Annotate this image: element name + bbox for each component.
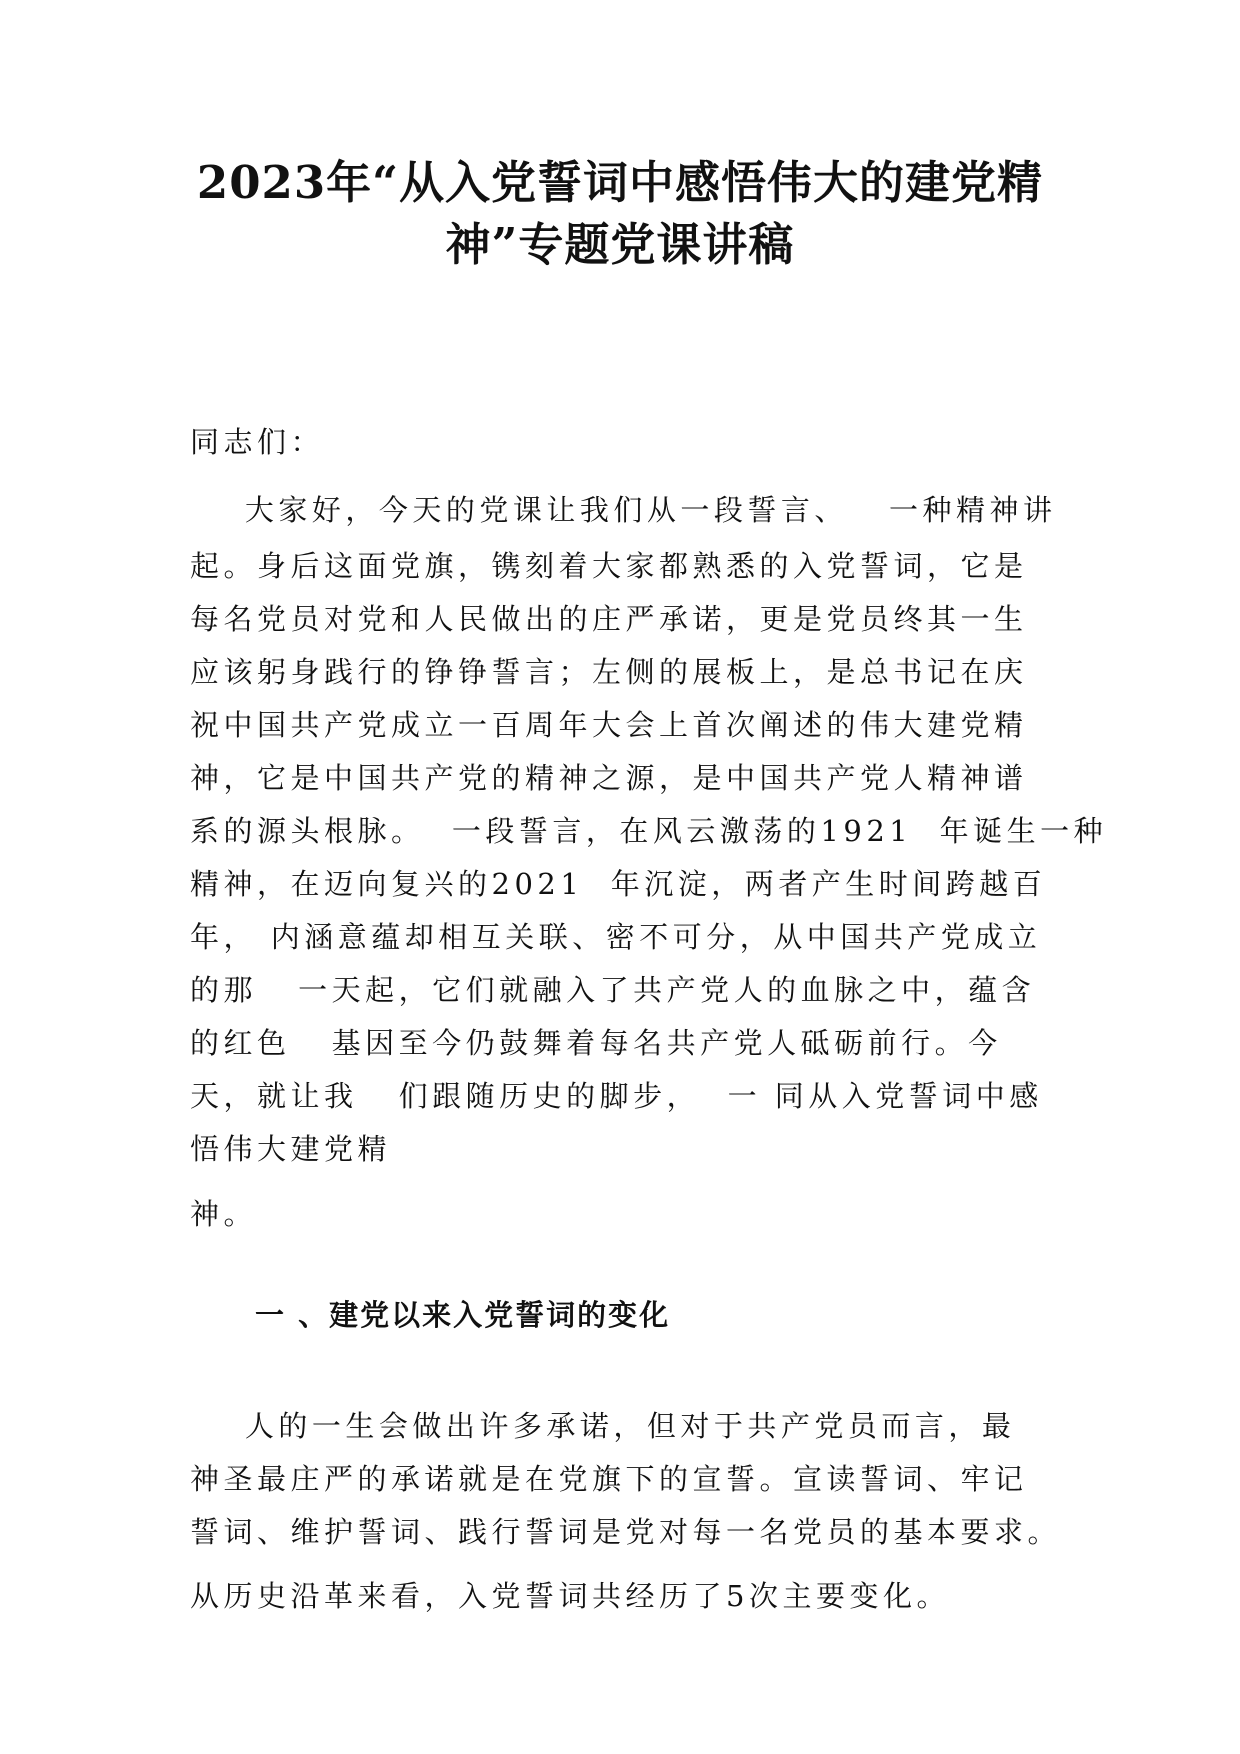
intro-line-9: 年， 内涵意蕴却相互关联、密不可分，从中国共产党成立 — [190, 920, 1042, 954]
title-line-2: 神”专题党课讲稿 — [445, 218, 795, 271]
section-1-heading: 一 、建党以来入党誓词的变化 — [255, 1298, 671, 1332]
intro-line-5: 祝中国共产党成立一百周年大会上首次阐述的伟大建党精 — [190, 708, 1028, 742]
intro-line-3: 每名党员对党和人民做出的庄严承诺，更是党员终其一生 — [190, 602, 1028, 636]
title-line-1: 2023年“从入党誓词中感悟伟大的建党精 — [196, 156, 1044, 209]
intro-tail: 神。 — [190, 1197, 258, 1231]
intro-line-4: 应该躬身践行的铮铮誓言；左侧的展板上，是总书记在庆 — [190, 655, 1028, 689]
intro-line-1: 大家好，今天的党课让我们从一段誓言、 一种精神讲 — [190, 493, 1057, 527]
document-title — [150, 152, 1090, 276]
intro-line-2: 起。身后这面党旗，镌刻着大家都熟悉的入党誓词，它是 — [190, 549, 1028, 583]
intro-line-10: 的那 一天起，它们就融入了共产党人的血脉之中，蕴含 — [190, 973, 1036, 1007]
section-1-line-1: 人的一生会做出许多承诺，但对于共产党员而言，最 — [190, 1409, 1016, 1443]
section-1-line-3: 誓词、维护誓词、践行誓词是党对每一名党员的基本要求。 — [190, 1515, 1062, 1549]
section-1-line-2: 神圣最庄严的承诺就是在党旗下的宣誓。宣读誓词、牢记 — [190, 1462, 1028, 1496]
intro-line-7: 系的源头根脉。 一段誓言，在风云激荡的1921 年诞生一种 — [190, 814, 1108, 848]
intro-line-13: 悟伟大建党精 — [190, 1132, 392, 1166]
intro-line-8: 精神，在迈向复兴的2021 年沉淀，两者产生时间跨越百 — [190, 867, 1047, 901]
salutation: 同志们： — [190, 425, 325, 459]
intro-line-11: 的红色 基因至今仍鼓舞着每名共产党人砥砺前行。今 — [190, 1026, 1002, 1060]
section-1-line-4: 从历史沿革来看，入党誓词共经历了5次主要变化。 — [190, 1579, 950, 1613]
intro-line-6: 神，它是中国共产党的精神之源，是中国共产党人精神谱 — [190, 761, 1028, 795]
intro-line-12: 天，就让我 们跟随历史的脚步， 一 同从入党誓词中感 — [190, 1079, 1043, 1113]
